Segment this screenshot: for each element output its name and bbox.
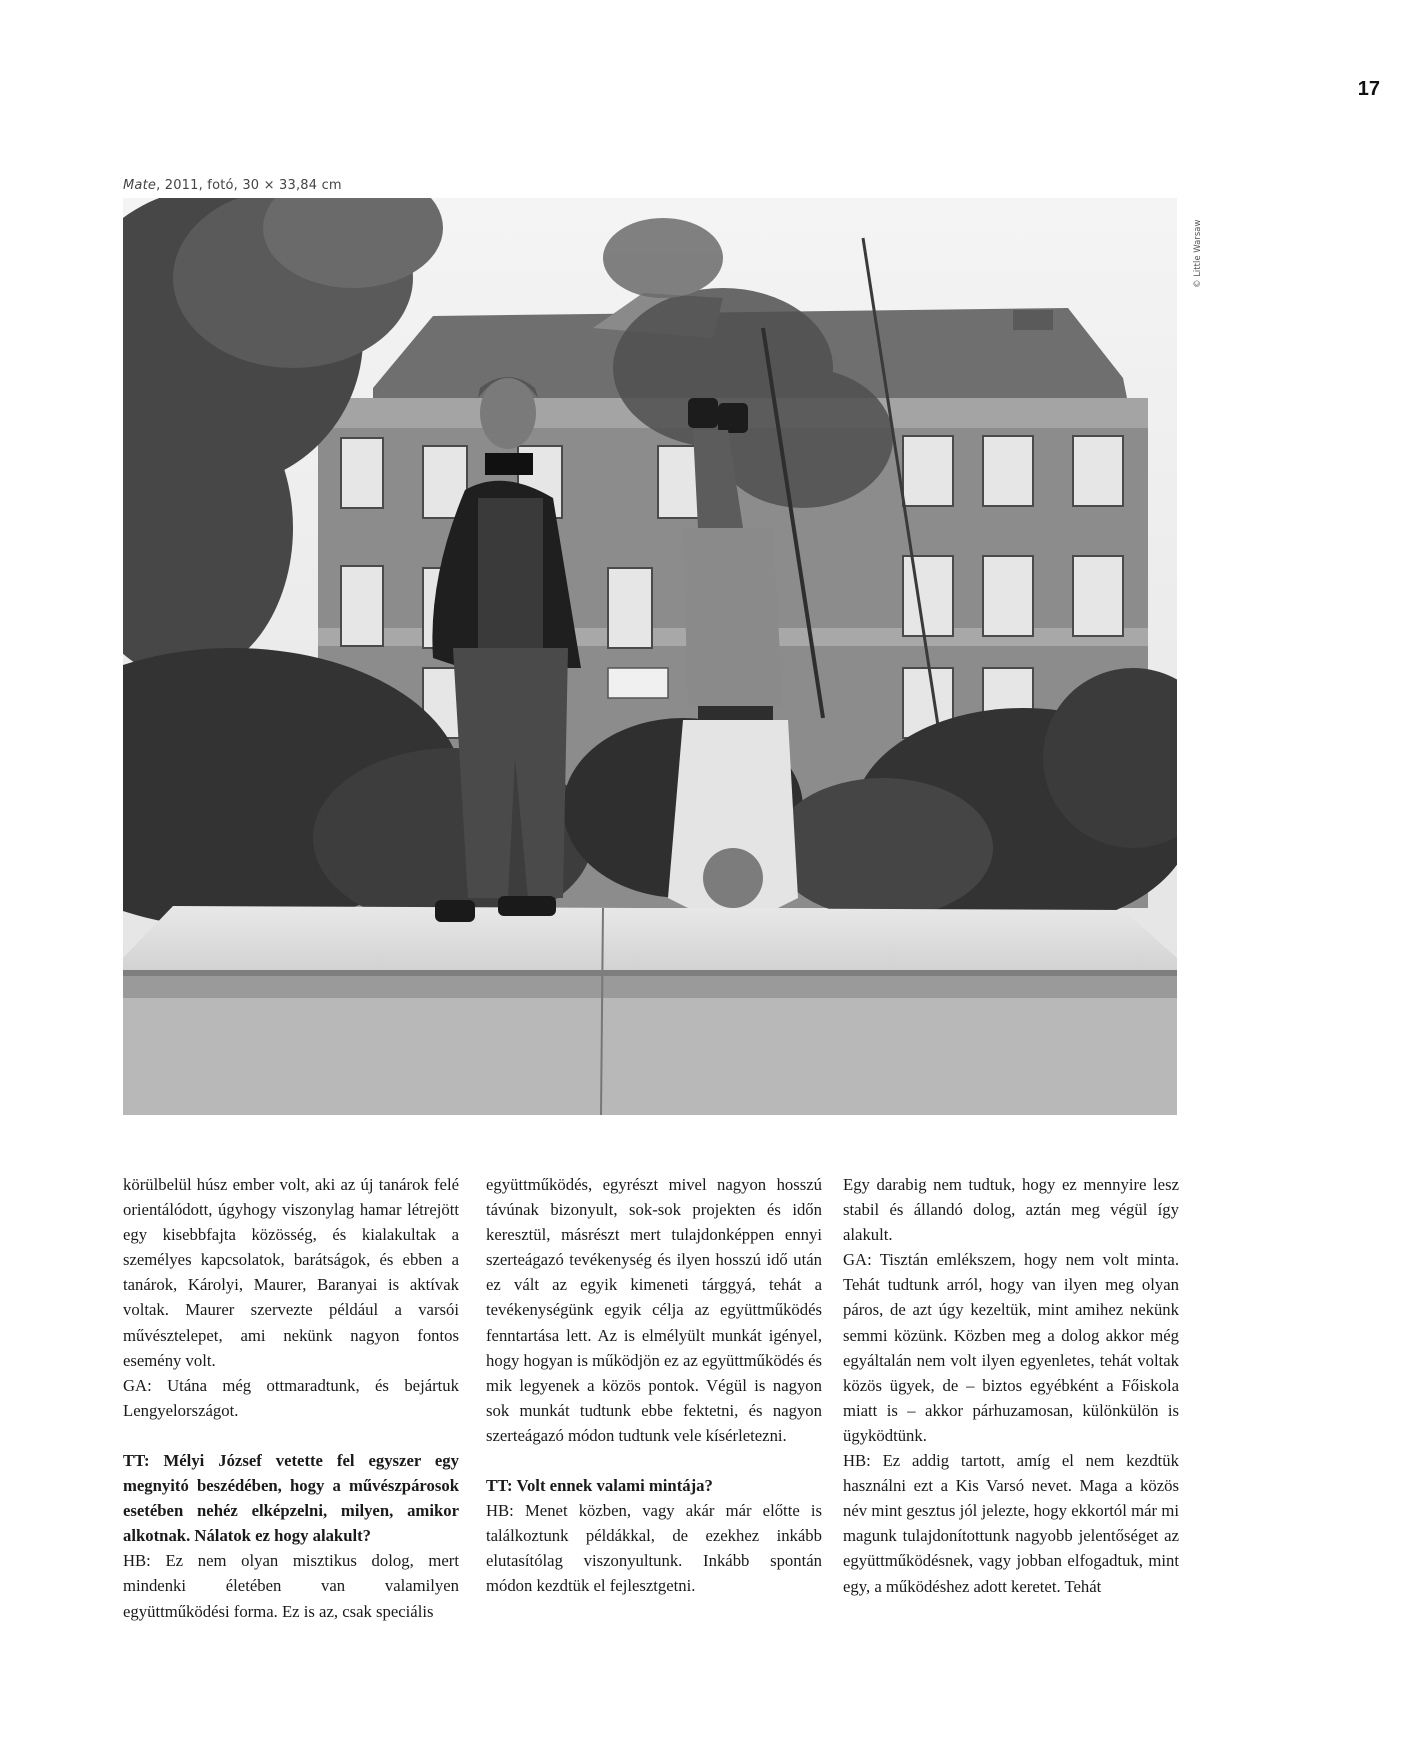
photo-credit	[1182, 198, 1203, 298]
caption-details: , 2011, fotó, 30 × 33,84 cm	[156, 178, 342, 193]
paragraph: együttműködés, egyrészt mivel nagyon hosszú távúnak bizonyult, sok-sok projekten és időn keresztül, másrészt mert tulajdonképpen ennyi szerteágazó tevékenység és ilyen hosszú idő után ez vált az egyik kimeneti tárggyá, tehát a tevékenységünk egyik célja az együttműködés fenntartása lett. Az is elmélyült munkát igényel, hogy hogyan is működjön ez az együttműködés és mik legyenek a közös pontok. Végül is nagyon sok munkát tudtunk ebbe fektetni, és nagyon szerteágazó módon tudtunk vele kísérletezni.	[486, 1175, 823, 1445]
paragraph: HB: Ez nem olyan misztikus dolog, mert mindenki életében van valamilyen együttműködési forma. Ez is az, csak speciális	[123, 1551, 459, 1621]
interview-question: TT: Volt ennek valami mintája?	[486, 1476, 713, 1496]
paragraph: HB: Ez addig tartott, amíg el nem kezdtük használni ezt a Kis Varsó nevet. Maga a közös név mint gesztus jól jelezte, hogy ekkortól már mi magunk tulajdonítottunk nagyobb jelentőséget az együttműködésnek, vagy jobban elfogadtuk, mint egy, a működéshez adott keretet. Tehát	[843, 1451, 1179, 1596]
paragraph: GA: Tisztán emlékszem, hogy nem volt minta. Tehát tudtunk arról, hogy van ilyen meg olyan páros, de azt úgy kezeltük, mint amihez nekünk semmi közünk. Közben meg a dolog akkor még egyáltalán nem volt ilyen egyenletes, tehát voltak közös ügyek, de – biztos egyébként a Főiskola miatt is – akkor párhuzamosan, különkülön is ügyködtünk.	[843, 1250, 1179, 1445]
article-body	[123, 1172, 1185, 1732]
paragraph: körülbelül húsz ember volt, aki az új tanárok felé orientálódott, úgyhogy viszonylag hamar létrejött egy kisebbfajta közösség, és kialakultak a személyes kapcsolatok, barátságok, és ebben a tanárok, Károlyi, Maurer, Baranyai is aktívak voltak. Maurer szervezte például a varsói művésztelepet, ami nekünk nagyon fontos esemény volt.	[123, 1175, 459, 1370]
column-2	[486, 1172, 822, 1599]
photograph	[123, 198, 1177, 1115]
paragraph: HB: Menet közben, vagy akár már előtte is találkoztunk példákkal, de ezekhez inkább elutasítólag viszonyultunk. Inkább spontán módon kezdtük el fejlesztgetni.	[486, 1501, 822, 1596]
paragraph: GA: Utána még ottmaradtunk, és bejártuk Lengyelországot.	[123, 1375, 459, 1420]
caption-title: Mate	[123, 178, 157, 193]
paragraph: Egy darabig nem tudtuk, hogy ez mennyire lesz stabil és állandó dolog, aztán meg végül így alakult.	[843, 1175, 1179, 1245]
column-3	[843, 1172, 1179, 1599]
photo-caption	[123, 178, 342, 193]
interview-question: TT: Mélyi József vetette fel egyszer egy megnyitó beszédében, hogy a művészpárosok esetében nehéz elképzelni, milyen, amikor alkotnak. Nálatok ez hogy alakult?	[123, 1450, 459, 1546]
page-number: 17	[1357, 78, 1380, 100]
photo-credit-text: © Little Warsaw	[1193, 219, 1203, 288]
column-1	[123, 1172, 459, 1624]
